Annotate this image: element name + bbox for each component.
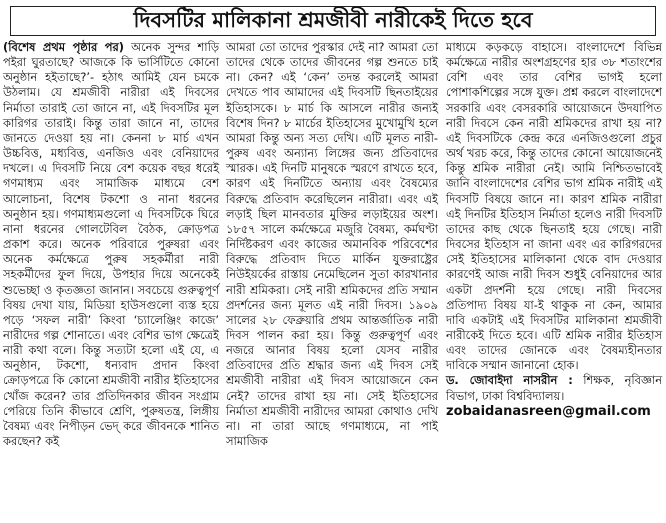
article-column-3 bbox=[446, 40, 662, 520]
author-name: ড. জোবাইদা নাসরীন : bbox=[446, 373, 573, 388]
continued-from-label: (বিশেষ প্রথম পৃষ্ঠার পর) bbox=[3, 40, 124, 54]
author-email: zobaidanasreen@gmail.com bbox=[446, 403, 651, 419]
author-role: শিক্ষক, নৃবিজ্ঞান বিভাগ, ঢাকা বিশ্ববিদ্যালয়। bbox=[446, 373, 662, 403]
article-column-1 bbox=[3, 40, 219, 520]
article-column-2 bbox=[226, 40, 438, 520]
column-3-body: মাধ্যমে কড়কড়ে বাহাসে। বাংলাদেশে বিভিন্ন কর্মক্ষেত্রে নারীর অংশগ্রহণের হার ৩৮ শতাংশের বেশি এবং তার বেশির ভাগই হলো পোশাকশিল্পের সঙ্গে যুক্ত। প্রশ্ন করলে বাংলাদেশে সরকারি এবং বেসরকারি আয়োজনে উদযাপিত নারী দিবসে কেন নারী শ্রমিকদের রাখা হয় না? এই দিবসটিকে কেন্দ্র করে এনজিওগুলো প্রচুর অর্থ খরচ করে, কিন্তু তাদের কোনো আয়োজনেই কিন্তু শ্রমিক নারীরা নেই। আমি নিশ্চিতভাবেই জানি বাংলাদেশের বেশির ভাগ শ্রমিক নারীই এই দিবসটি বিষয়ে জানে না। কারণ শ্রমিক নারীরা এই দিনটির ইতিহাস নির্মাতা হলেও নারী দিবসটি তাদের কাছ থেকে ছিনতাই হয়ে গেছে। নারী দিবসের ইতিহাস না জানা এবং এর কারিগরদের সেই ইতিহাসের মালিকানা থেকে বাদ দেওয়ার কারণেই আজ নারী দিবস শুধুই বেনিয়াদের আর একটা প্রদর্শনী হয়ে গেছে। নারী দিবসের প্রতিপাদ্য বিষয় যা-ই থাকুক না কেন, আমার দাবি একটাই এই দিবসটির মালিকানা শ্রমজীবী নারীকেই দিতে হবে। এটি শ্রমিক নারীর ইতিহাস এবং তাদের জোনকে এবং বৈষম্যহীনতার দাবিকে সম্মান জানানো হোক। bbox=[446, 40, 662, 373]
column-1-text bbox=[3, 40, 219, 449]
column-2-body: আমরা তো তাদের পুরস্কার দেই না? আমরা তো তাদের থেকে তাদের জীবনের গল্প শুনতে চাই না। কেন? এই ‘কেন’ তদন্ত করলেই আমরা দেখতে পাব আমাদের এই দিবসটি ছিনতাইয়ের ইতিহাসকে। ৮ মার্চ কি আসলে নারীর জন্যই বিশেষ দিন? ৮ মার্চের ইতিহাসের মুখোমুখি হলে আমরা কিন্তু অন্য সত্য দেখি। এটি মূলত নারী-পুরুষ এবং অন্যান্য লিঙ্গের জন্য প্রতিবাদের স্মারক। এই দিনটি মানুষকে স্মরণে রাখতে হবে, কারণ এই দিনটিতে অন্যায় এবং বৈষম্যের বিরুদ্ধে প্রতিবাদ করেছিলেন নারীরা। এবং এই লড়াই ছিল মানবতার মুক্তির লড়াইয়ের অংশ।১৮৫৭ সালে কর্মক্ষেত্রে মজুরি বৈষম্য, কর্মঘণ্টা নির্দিষ্টকরণ এবং কাজের অমানবিক পরিবেশের বিরুদ্ধে প্রতিবাদ দিতে মার্কিন যুক্তরাষ্ট্রের নিউইয়র্কের রাস্তায় নেমেছিলেন সুতা কারখানার নারী শ্রমিকরা। সেই নারী শ্রমিকদের প্রতি সম্মান প্রদর্শনের জন্য মূলত এই নারী দিবস। ১৯০৯ সালের ২৮ ফেব্রুয়ারি প্রথম আন্তর্জাতিক নারী দিবস পালন করা হয়। কিন্তু গুরুত্বপূর্ণ এবং নজরে আনার বিষয় হলো যেসব নারীর প্রতিবাদের প্রতি শ্রদ্ধার জন্য এই দিবস সেই শ্রমজীবী নারীরা এই দিবস আয়োজনে কেন নেই? তাদের রাখা হয় না। সেই ইতিহাসের নির্মাতা শ্রমজীবী নারীদের আমরা কোথাও দেখি না। না তারা আছে গণমাধ্যমে, না পাই সামাজিক bbox=[226, 40, 438, 449]
article-headline: দিবসটির মালিকানা শ্রমজীবী নারীকেই দিতে হবে bbox=[10, 6, 656, 36]
author-byline bbox=[446, 373, 662, 403]
column-1-body: অনেক সুন্দর শাড়ি পইরা ঘুরতাছে? আজকে কি ভার্সিটিতে কোনো অনুষ্ঠান হইতাছে?’- হঠাৎ আমিই যেন চমকে উঠলাম। যে শ্রমজীবী নারীরা এই দিবসের নির্মাতা তারাই তো জানে না, এই দিবসটির মূল কারিগর তারাই। কিন্তু তারা জানে না, তাদের জানতে দেওয়া হয় না। কেননা ৮ মার্চ এখন উচ্চবিত্ত, মধ্যবিত্ত, এনজিও এবং বেনিয়াদের দখলে। এ দিবসটি নিয়ে বেশ কয়েক বছর ধরেই গণমাধ্যম এবং সামাজিক মাধ্যমে বেশ আলোচনা, বিশেষ টকশো ও নানা ধরনের অনুষ্ঠান হয়। গণমাধ্যমগুলো এ দিবসটিকে ঘিরে নানা ধরনের গোলটেবিল বৈঠক, ক্রোড়পত্র প্রকাশ করে। অনেক পরিবারে পুরুষরা এবং অনেক কর্মক্ষেত্রে পুরুষ সহকর্মীরা নারী সহকর্মীদের ফুল দিয়ে, উপহার দিয়ে অনেকেই শুভেচ্ছা ও কৃতজ্ঞতা জানান। সবচেয়ে গুরুত্বপূর্ণ বিষয় দেখা যায়, মিডিয়া হাউসগুলো ব্যস্ত হয়ে পড়ে ‘সফল নারী’ কিংবা ‘চ্যালেঞ্জিং কাজে’ নারীদের গল্প শোনাতে। এবং বেশির ভাগ ক্ষেত্রেই নারী কথা বলে। কিন্তু সত্যটা হলো এই যে, এ অনুষ্ঠান, টকশো, ধন্যবাদ প্রদান কিংবা ক্রোড়পত্রে কি কোনো শ্রমজীবী নারীর ইতিহাসের খোঁজ করেন? তার প্রতিদিনকার জীবন সংগ্রাম পেরিয়ে তিনি কীভাবে শ্রেণি, পুরুষতন্ত্র, লিঙ্গীয় বৈষম্য এবং নিপীড়ন ভেদ্ করে জীবনকে শানিত করছেন? কই bbox=[3, 40, 219, 449]
